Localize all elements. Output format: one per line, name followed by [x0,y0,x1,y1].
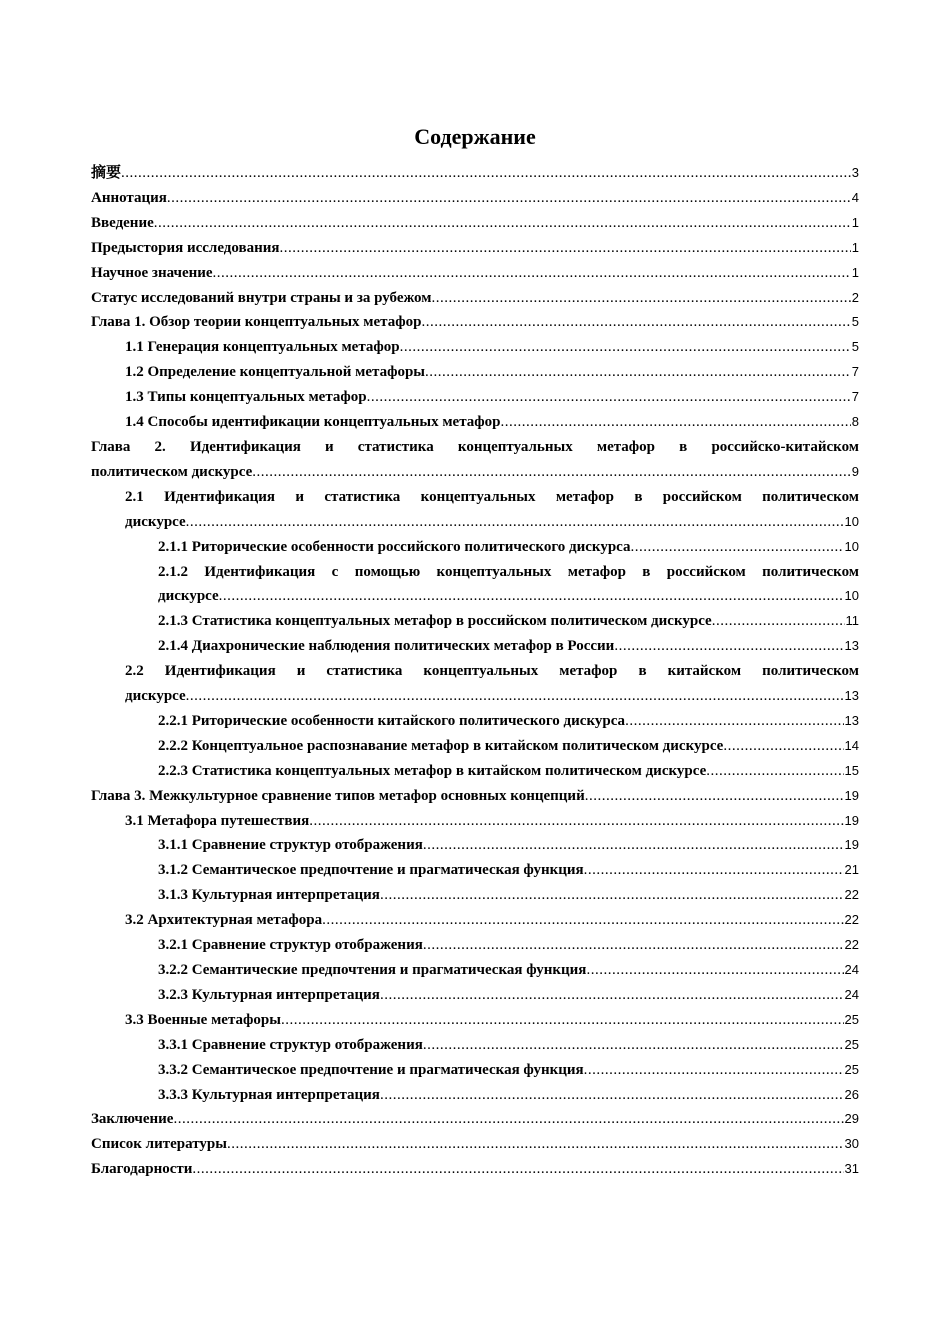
toc-entry[interactable] [91,435,859,485]
toc-entry[interactable] [91,659,859,709]
dot-leader [280,236,851,261]
toc-entry-title-line: 2.1 Идентификация и статистика концептуальных метафор в российском политическом [125,488,859,505]
dot-leader [431,286,850,311]
toc-entry[interactable] [91,883,859,908]
toc-page-number: 9 [851,463,859,479]
toc-entry-title: 2.2.3 Статистика концептуальных метафор в китайском политическом дискурсе [158,762,707,779]
toc-entry-title: 2.2.1 Риторические особенности китайского политического дискурса [158,712,626,729]
dot-leader [400,335,851,360]
toc-entry-title-line: 2.2 Идентификация и статистика концептуальных метафор в китайском политическом [125,663,859,680]
dot-leader [584,858,844,883]
toc-page-number: 1 [851,239,859,255]
toc-entry-title: 2.1.1 Риторические особенности российского политического дискурса [158,538,631,555]
toc-page-number: 21 [844,862,859,878]
toc-entry[interactable] [91,784,859,809]
toc-entry[interactable] [91,1132,859,1157]
dot-leader [625,709,843,734]
dot-leader [192,1157,843,1182]
toc-page-number: 1 [851,214,859,230]
dot-leader [173,1107,843,1132]
page-title: Содержание [414,124,536,149]
toc-entry-title: 2.1.3 Статистика концептуальных метафор в российском политическом дискурсе [158,613,712,630]
toc-entry[interactable] [91,360,859,385]
dot-leader [423,933,844,958]
toc-entry[interactable] [91,211,859,236]
toc-entry[interactable] [91,161,859,186]
toc-entry[interactable] [91,858,859,883]
toc-entry[interactable] [91,385,859,410]
toc-entry[interactable] [91,734,859,759]
toc-page-number: 25 [844,1061,859,1077]
dot-leader [723,734,843,759]
dot-leader [227,1132,844,1157]
toc-page-number: 19 [844,787,859,803]
toc-entry[interactable] [91,186,859,211]
dot-leader [380,1083,844,1108]
toc-entry-title: 1.4 Способы идентификации концептуальных метафор [125,414,501,431]
toc-entry-title: 3.1.2 Семантическое предпочтение и прагматическая функция [158,862,584,879]
toc-entry-title: Аннотация [91,189,167,206]
toc-entry-title: Предыстория исследования [91,239,280,256]
toc-entry[interactable] [91,560,859,610]
toc-entry-title: Научное значение [91,264,213,281]
toc-entry[interactable] [91,983,859,1008]
toc-entry-title: 3.2.2 Семантические предпочтения и прагматическая функция [158,962,587,978]
dot-leader [154,211,851,236]
dot-leader [322,908,843,933]
toc-page-number: 10 [844,538,859,554]
toc-page-number: 10 [844,513,859,529]
toc-page-number: 7 [851,364,859,380]
toc-entry-title-line: 2.1.2 Идентификация с помощью концептуальных метафор в российском политическом [158,563,859,580]
toc-page-number: 7 [851,389,859,405]
dot-leader [252,460,851,485]
toc-entry-title: дискурсе [158,588,219,605]
toc-page-number: 25 [844,1036,859,1052]
toc-entry[interactable] [91,1008,859,1033]
toc-entry[interactable] [91,535,859,560]
toc-entry-title: Глава 1. Обзор теории концептуальных метафор [91,314,422,331]
toc-entry[interactable] [91,286,859,311]
dot-leader [585,784,844,809]
dot-leader [712,609,845,634]
toc-entry[interactable] [91,1033,859,1058]
toc-entry-title: 摘要 [91,165,122,181]
toc-page-number: 22 [844,887,859,903]
toc-page-number: 5 [851,314,859,330]
toc-entry[interactable] [91,833,859,858]
toc-entry-title: 3.2 Архитектурная метафора [125,912,323,929]
toc-entry-title: Заключение [91,1111,174,1128]
dot-leader [213,261,851,286]
toc-entry-title: 3.2.1 Сравнение структур отображения [158,937,423,954]
toc-entry-title: Список литературы [91,1136,227,1153]
toc-entry-title: 2.2.2 Концептуальное распознавание метафор в китайском политическом дискурсе [158,737,724,754]
toc-entry[interactable] [91,410,859,435]
toc-page-number: 8 [851,414,859,430]
toc-entry[interactable] [91,908,859,933]
toc-entry[interactable] [91,958,859,983]
dot-leader [380,883,844,908]
toc-page-number: 24 [844,986,859,1002]
dot-leader [423,1033,844,1058]
toc-page-number: 15 [844,762,859,778]
toc-entry-title-line: Глава 2. Идентификация и статистика концептуальных метафор в российско-китайском [91,438,859,455]
toc-entry[interactable] [91,310,859,335]
toc-entry-title: 1.3 Типы концептуальных метафор [125,389,367,406]
toc-entry-title: 3.3 Военные метафоры [125,1011,281,1028]
toc-page-number: 26 [844,1086,859,1102]
dot-leader [631,535,844,560]
toc-page-number: 19 [844,837,859,853]
toc-entry-title: Глава 3. Межкультурное сравнение типов метафор основных концепций [91,787,585,804]
table-of-contents [91,161,859,1182]
toc-entry[interactable] [91,1157,859,1182]
dot-leader [121,161,851,186]
toc-entry-title: 2.1.4 Диахронические наблюдения политических метафор в России [158,638,615,655]
toc-page-number: 24 [844,962,859,977]
toc-page-number: 31 [844,1161,859,1177]
toc-page-number: 22 [844,912,859,928]
dot-leader [186,684,844,709]
toc-entry[interactable] [91,709,859,734]
toc-page-number: 11 [845,613,859,629]
toc-page-number: 1 [851,264,859,280]
toc-entry-title: Введение [91,214,154,231]
toc-entry-title: 3.2.3 Культурная интерпретация [158,986,380,1003]
toc-entry[interactable] [91,236,859,261]
toc-page-number: 13 [844,638,859,654]
toc-entry-title: 3.3.1 Сравнение структур отображения [158,1036,423,1053]
toc-entry-title: Благодарности [91,1161,193,1178]
toc-page-number: 3 [851,165,859,180]
toc-entry-title: 1.2 Определение концептуальной метафоры [125,364,425,381]
toc-entry[interactable] [91,1083,859,1108]
dot-leader [706,759,843,784]
toc-page-number: 19 [844,812,859,828]
toc-entry[interactable] [91,809,859,834]
toc-entry[interactable] [91,933,859,958]
toc-entry-title: 1.1 Генерация концептуальных метафор [125,339,400,356]
dot-leader [367,385,851,410]
toc-entry[interactable] [91,261,859,286]
toc-page-number: 5 [851,339,859,355]
dot-leader [167,186,851,211]
dot-leader [584,1058,844,1083]
toc-page-number: 29 [844,1111,859,1127]
dot-leader [309,809,843,834]
toc-entry[interactable] [91,634,859,659]
toc-page-number: 30 [844,1136,859,1152]
toc-entry-title: 3.3.2 Семантическое предпочтение и прагматическая функция [158,1061,584,1078]
dot-leader [186,510,844,535]
toc-entry-title: Статус исследований внутри страны и за рубежом [91,289,432,306]
toc-entry-title: дискурсе [125,513,186,530]
dot-leader [500,410,850,435]
dot-leader [425,360,851,385]
toc-entry[interactable] [91,759,859,784]
toc-entry[interactable] [91,1058,859,1083]
toc-entry-title: 3.1.1 Сравнение структур отображения [158,837,423,854]
toc-page-number: 2 [851,289,859,305]
toc-entry-title: политическом дискурсе [91,463,253,480]
toc-entry[interactable] [91,485,859,535]
dot-leader [586,958,843,983]
dot-leader [423,833,844,858]
toc-page-number: 13 [844,712,859,728]
toc-entry-title: дискурсе [125,688,186,705]
dot-leader [219,584,844,609]
toc-entry-title: 3.1 Метафора путешествия [125,812,310,829]
toc-page-number: 25 [844,1011,859,1027]
toc-entry[interactable] [91,609,859,634]
toc-page-number: 10 [844,588,859,604]
toc-entry[interactable] [91,335,859,360]
dot-leader [614,634,843,659]
toc-page-number: 4 [851,189,859,205]
toc-entry-title: 3.3.3 Культурная интерпретация [158,1086,380,1103]
dot-leader [380,983,844,1008]
dot-leader [421,310,850,335]
toc-entry[interactable] [91,1107,859,1132]
toc-page-number: 13 [844,688,859,704]
toc-page-number: 14 [844,737,859,753]
toc-page-number: 22 [844,937,859,953]
toc-entry-title: 3.1.3 Культурная интерпретация [158,887,380,904]
dot-leader [281,1008,844,1033]
